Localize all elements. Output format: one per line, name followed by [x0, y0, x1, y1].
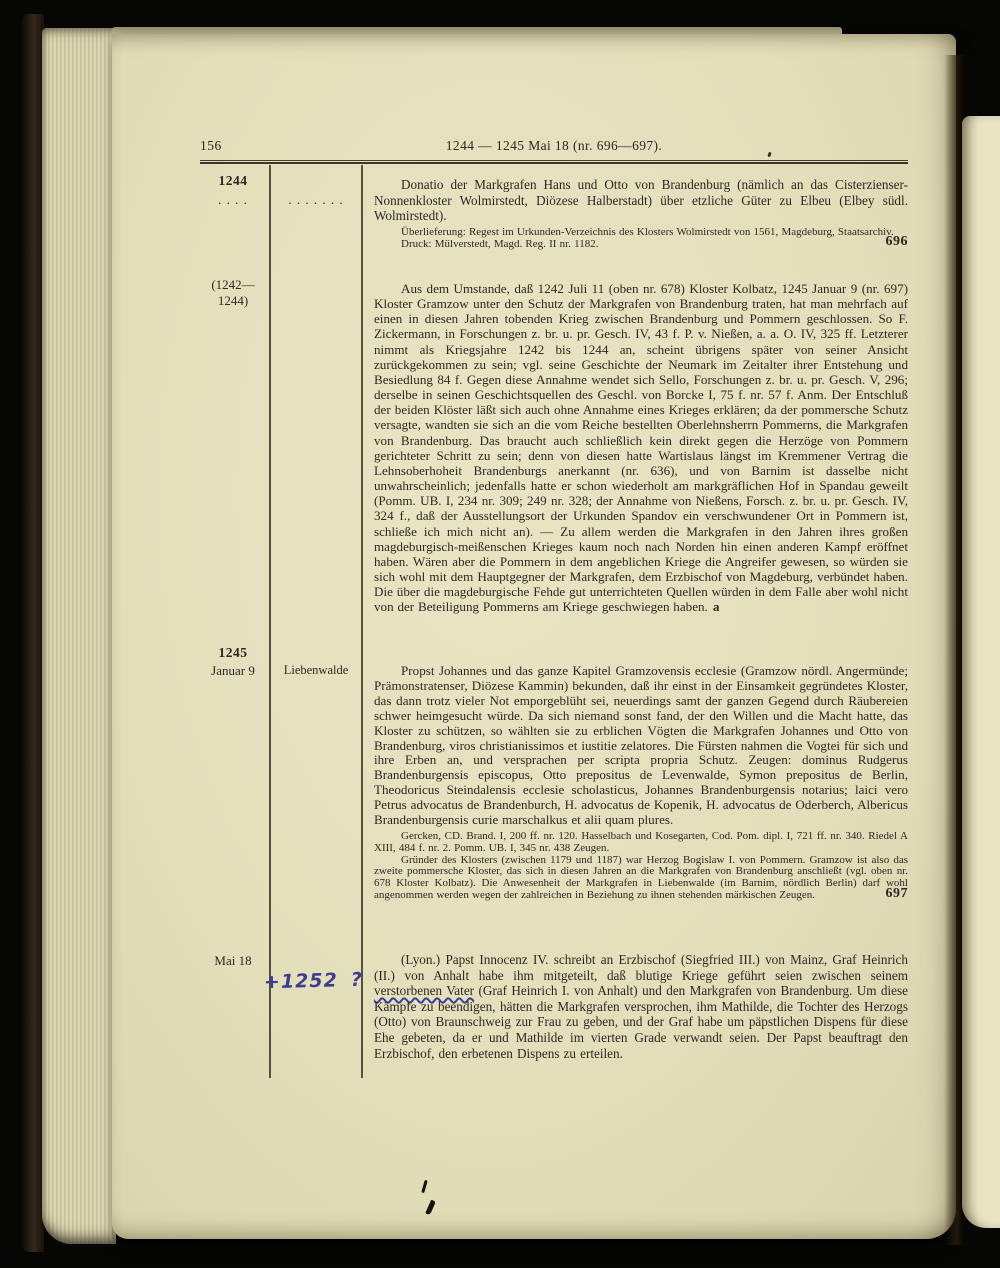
margin-place-liebenwalde: Liebenwalde [283, 663, 349, 677]
entry-697-apparatus [374, 831, 908, 902]
entry-697-regest: Propst Johannes und das ganze Kapitel Gramzovensis ecclesie (Gramzow nördl. Angermünde; Prämonstratenser, Diözese Kammin) bekunden, daß ihr einst in der Einsamkeit gegründetes Kloster, das dann trotz vieler Not emporgeblüht sei, neuerdings samt der ganzen Gegend durch Räubereien schwer heimgesucht würde. Da sich niemand sonst fand, der den Willen und die Macht hatte, das Kloster zu schützen, so wählten sie zu erblichen Vögten die Markgrafen Johannes und Otto von Brandenburg, viros christianissimos et iustitie zelatores. Die Fürsten nahmen die Vogtei für sich und ihre Erben an, und versprachen per scripta propria Schutz. Zeugen: dominus Rudgerus Brandenburgensis episcopus, Otto prepositus de Levenwalde, Symon prepositus de Berlin, Theodoricus Steindalensis ecclesie scholasticus, Johannes Brandenburgensis notarius; laici vero Petrus advocatus de Brandenburch, H. advocatus de Kopenik, H. advocatus de Oderberch, Albericus Brandenburgensis curie marschalkus et alii quam plures. [374, 663, 908, 828]
entry-697-sources: Gercken, CD. Brand. I, 200 ff. nr. 120. Hasselbach und Kosegarten, Cod. Pom. dipl. I, 721 ff. nr. 340. Riedel A XIII, 484 f. nr. 2. Pomm. UB. I, 345 nr. 438 Zeugen. [374, 829, 908, 854]
margin-range-line2: 1244) [217, 293, 249, 308]
book-binding [22, 14, 44, 1252]
entry-mai18-regest [374, 952, 908, 1061]
commentary-1242-1244-text [374, 281, 908, 614]
entry-696-regest: Donatio der Markgrafen Hans und Otto von Brandenburg (nämlich an das Cisterzienser-Nonnenkloster Wolmirstedt, Diözese Halberstadt) über etzliche Güter zu Elbeu (Elbey südl. Wolmirstedt). [374, 177, 908, 224]
mai18-text-part2: (Graf Heinrich I. von Anhalt) und den Markgrafen von Brandenburg. Um diese Kämpfe zu beendigen, hätten die Markgrafen versprochen, ihm Mathilde, die Tochter des Herzogs (Otto) von Braunschweig zur Frau zu geben, und der Graf habe um päpstlichen Dispens für diese Ehe gebeten, da er und Mathilde im vierten Grade verwandt seien. Der Papst beauftragt den Erzbischof, den erbetenen Dispens zu erteilen. [374, 983, 908, 1061]
entry-696-druck: Druck: Mülverstedt, Magd. Reg. II nr. 1182. [401, 237, 599, 250]
footnote-mark-a: a [712, 599, 720, 615]
running-header: 1244 — 1245 Mai 18 (nr. 696—697). [445, 138, 663, 153]
entry-696-number: 696 [885, 234, 908, 250]
margin-year-1244: 1244 [218, 173, 248, 188]
commentary-1242-1244 [374, 281, 908, 614]
ink-mark [425, 1200, 436, 1216]
scanned-page [112, 34, 956, 1239]
facing-page-edge [962, 116, 1000, 1228]
header-rule [200, 160, 908, 164]
margin-date-mai18: Mai 18 [214, 953, 252, 968]
margin-date-dots: . . . . [218, 192, 248, 207]
handwritten-question-mark: ? [350, 968, 364, 992]
page-stack-edge [42, 28, 116, 1244]
handwritten-annotation [264, 969, 365, 994]
margin-year-1245: 1245 [218, 645, 248, 660]
mai18-text-part1: (Lyon.) Papst Innocenz IV. schreibt an Erzbischof (Siegfried III.) von Mainz, Graf Heinrich (II.) von Anhalt habe ihm mitgeteilt, daß blutige Kriege geführt seien zwischen seinem [374, 952, 908, 983]
entry-696-apparatus [374, 227, 908, 251]
commentary-body: Aus dem Umstande, daß 1242 Juli 11 (oben nr. 678) Kloster Kolbatz, 1245 Januar 9 (nr. 697) Kloster Gramzow unter den Schutz der Markgrafen von Brandenburg traten, hat man mehrfach auf einen in diesen Jahren tobenden Krieg zwischen Brandenburg und Pommern geschlossen. So F. Zickermann, in Forschungen z. br. u. pr. Gesch. IV, 43 f. P. v. Nießen, a. a. O. IV, 325 ff. Letzterer nimmt als Kriegsjahre 1242 bis 1244 an, scheint übrigens später von seiner Ansicht zurückgekommen zu sein; vgl. seine Geschichte der Neumark im Zeitalter ihrer Entstehung und Besiedlung 84 f. Gegen diese Annahme wendet sich Sello, Forschungen z. br. u. pr. Gesch. V, 296; derselbe in seinen Geschichtsquellen des Geschl. von Borcke I, 75 f. nr. 57 f. Anm. Der Entschluß der beiden Klöster läßt sich auch ohne Annahme eines Krieges erklären; da der pommersche Schutz versagte, wandten sie sich an die vom Reiche bestellten Oberlehnsherrn Pommerns, die Markgrafen von Brandenburg. Das braucht auch schließlich kein direkt gegen die Herzöge von Pommern gerichteter Schritt zu sein; denn von diesen hatte Wartislaus längst im Kremmener Vertrag die Lehnsoberhoheit Brandenburgs anerkannt (nr. 636), und von Barnim ist dasselbe nicht unwahrscheinlich; jedenfalls hatte er schon wiederholt am markgräflichen Hof in Spandau geweilt (Pomm. UB. I, 234 nr. 309; 249 nr. 328; der Annahme von Nießens, Forsch. z. br. u. pr. Gesch. IV, 324 f., daß der Ausstellungsort der Urkunden Spandov ein verschwundener Ort in Pommern ist, schließe ich mich nicht an). — Zu allem werden die Markgrafen in den Jahren ihres großen magdeburgisch-meißenschen Krieges kaum noch nach Norden hin einen anderen Kampf eröffnet haben. Wären aber die Pommern in dem angeblichen Kriege die Angreifer gewesen, so würden sie sich wohl mit dem Hauptgegner der Markgrafen, dem Erzbischof von Magdeburg, verbündet haben. Die über die magdeburgische Fehde gut unterrichteten Quellen würden in dem Falle aber wohl nicht von der Beteiligung Pommerns am Kriege geschwiegen haben. [374, 281, 908, 615]
entry-697-commentary: Gründer des Klosters (zwischen 1179 und 1187) war Herzog Bogislaw I. von Pommern. Gramzow ist also das zweite pommersche Kloster, das sich in diesen Jahren an die Markgrafen von Brandenburg anschließt (vgl. oben nr. 678 Kloster Kolbatz). Die Anwesenheit der Markgrafen in Liebenwalde (im Barnim, nördlich Berlin) darf wohl angenommen werden wegen der zahlreichen in Beziehung zu ihnen stehenden märkischen Zeugen. [374, 853, 908, 901]
margin-date-januar9: Januar 9 [211, 663, 255, 678]
ink-speck [767, 152, 771, 158]
entry-696-ueberlieferung: Überlieferung: Regest im Urkunden-Verzeichnis des Klosters Wolmirstedt von 1561, Magdeburg, Staatsarchiv. [401, 225, 894, 238]
margin-range-line1: (1242— [211, 277, 255, 292]
ink-mark [421, 1180, 427, 1193]
entry-697 [374, 664, 908, 902]
handwritten-year: +1252 [263, 969, 339, 994]
margin-column-rule-2 [361, 165, 363, 1078]
margin-range-1242-1244 [196, 277, 270, 309]
mai18-underlined-phrase: verstorbenen Vater [374, 983, 475, 999]
page-number: 156 [200, 138, 222, 153]
entry-mai18 [374, 952, 908, 1061]
entry-697-number: 697 [885, 885, 908, 901]
entry-696 [374, 177, 908, 250]
margin-place-dots: . . . . . . . [288, 192, 344, 207]
